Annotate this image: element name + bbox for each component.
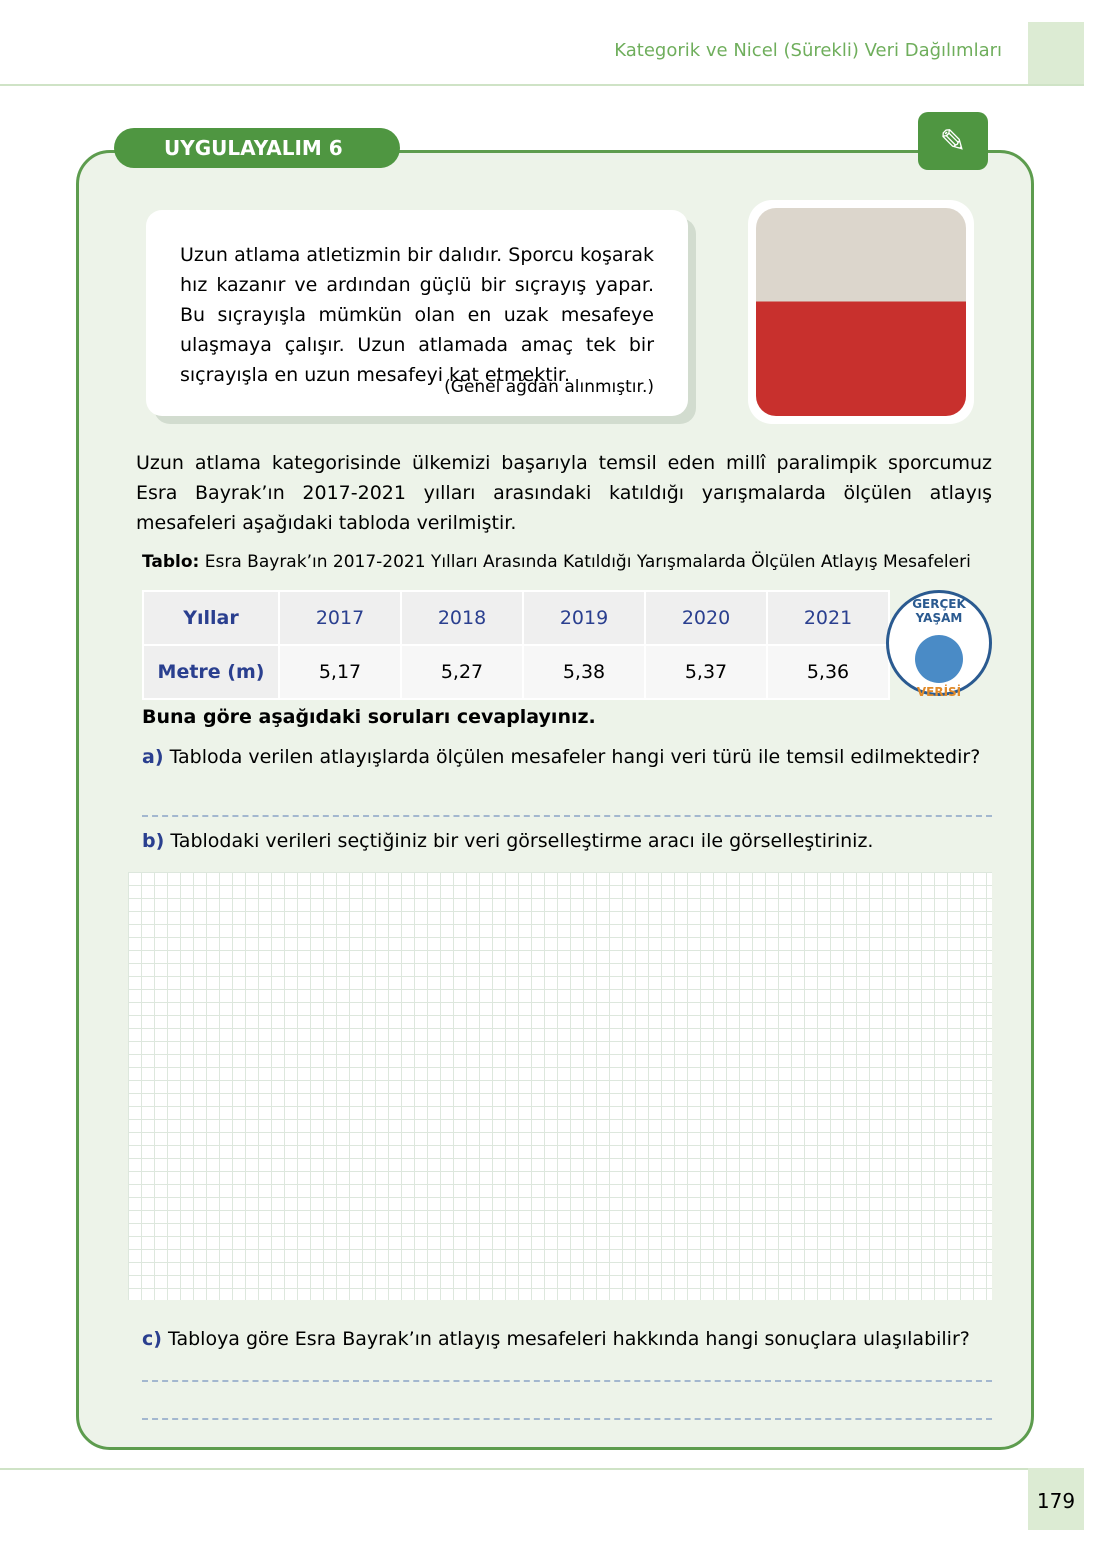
question-b xyxy=(142,830,873,852)
footer-rule xyxy=(0,1468,1084,1470)
header-tab xyxy=(1028,22,1084,84)
page-number: 179 xyxy=(1028,1468,1084,1530)
quote-text: Uzun atlama atletizmin bir dalıdır. Sporcu koşarak hız kazanır ve ardından güçlü bir sıçrayış yapar. Bu sıçrayışla mümkün olan en uzak mesafeye ulaşmaya çalışır. Uzun atlamada amaç tek bir sıçrayışla en uzun mesafeyi kat etmektir. xyxy=(180,244,654,386)
graph-grid[interactable] xyxy=(128,872,992,1300)
caption-text: Esra Bayrak’ın 2017-2021 Yılları Arasında Katıldığı Yarışmalarda Ölçülen Atlayış Mesafeleri xyxy=(204,552,971,572)
table-cell: 2017 xyxy=(279,591,401,645)
globe-icon xyxy=(915,635,963,683)
row-header: Metre (m) xyxy=(143,645,279,699)
chapter-title: Kategorik ve Nicel (Sürekli) Veri Dağılımları xyxy=(614,40,1002,61)
jump-table xyxy=(142,590,890,700)
qa-text: Tabloda verilen atlayışlarda ölçülen mesafeler hangi veri türü ile temsil edilmektedir? xyxy=(169,746,981,768)
table-cell: 5,37 xyxy=(645,645,767,699)
question-a xyxy=(142,746,980,768)
instruction: Buna göre aşağıdaki soruları cevaplayınız. xyxy=(142,706,596,728)
qa-label: a) xyxy=(142,746,164,768)
real-life-data-seal xyxy=(886,590,992,699)
table-row xyxy=(143,591,889,645)
quote-source: (Genel ağdan alınmıştır.) xyxy=(444,377,654,397)
athlete-image xyxy=(756,208,966,416)
seal-top: GERÇEK YAŞAM xyxy=(912,597,966,625)
table-cell: 5,17 xyxy=(279,645,401,699)
table-cell: 5,36 xyxy=(767,645,889,699)
table-cell: 2018 xyxy=(401,591,523,645)
seal-bottom: VERİSİ xyxy=(916,685,962,699)
table-cell: 2020 xyxy=(645,591,767,645)
caption-label: Tablo: xyxy=(142,552,200,572)
table-cell: 2021 xyxy=(767,591,889,645)
table-cell: 5,27 xyxy=(401,645,523,699)
table-caption xyxy=(142,552,971,572)
qc-text: Tabloya göre Esra Bayrak’ın atlayış mesafeleri hakkında hangi sonuçlara ulaşılabilir? xyxy=(168,1328,970,1350)
quote-box xyxy=(146,210,688,416)
question-c xyxy=(142,1328,970,1350)
header-rule xyxy=(0,84,1084,86)
athlete-photo xyxy=(748,200,974,424)
answer-line[interactable] xyxy=(142,815,992,817)
pencil-icon: ✎ xyxy=(918,112,988,170)
row-header: Yıllar xyxy=(143,591,279,645)
answer-line[interactable] xyxy=(142,1418,992,1420)
table-row xyxy=(143,645,889,699)
table-cell: 2019 xyxy=(523,591,645,645)
activity-tag: UYGULAYALIM 6 xyxy=(114,128,400,168)
qc-label: c) xyxy=(142,1328,162,1350)
answer-line[interactable] xyxy=(142,1380,992,1382)
qb-text: Tablodaki verileri seçtiğiniz bir veri görselleştirme aracı ile görselleştiriniz. xyxy=(170,830,874,852)
table-cell: 5,38 xyxy=(523,645,645,699)
qb-label: b) xyxy=(142,830,165,852)
intro-text: Uzun atlama kategorisinde ülkemizi başarıyla temsil eden millî paralimpik sporcumuz Esra Bayrak’ın 2017-2021 yılları arasındaki katıldığı yarışmalarda ölçülen atlayış mesafeleri aşağıdaki tabloda verilmiştir. xyxy=(136,452,992,534)
